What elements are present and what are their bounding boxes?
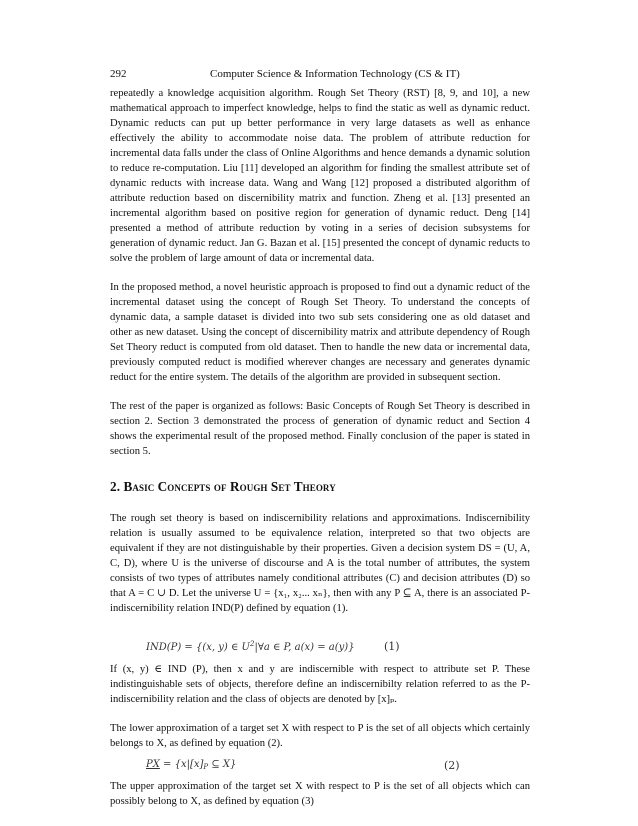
- equation-1-expression: IND(P) = {(x, y) ∈ $U^2|\forall a$ ∈ P, a(x) = a(y)}: [146, 640, 355, 653]
- paragraph-7: The upper approximation of the target set X with respect to P is the set of all objects which can possibly belong to X, as defined by equation (3): [110, 781, 530, 807]
- paragraph-5: If (x, y) ∈ IND (P), then x and y are indiscernible with respect to attribute set P. These indistinguishable sets of objects, therefore define an indiscernibilty relation referred to as the P-indiscernibility relation and the class of objects are denoted by [x]ₚ.: [110, 664, 530, 705]
- page-number: 292: [110, 68, 127, 80]
- equation-2-expression: PX = {$x|[x]_P$ ⊆ X}: [146, 759, 237, 771]
- journal-title: Computer Science & Information Technology (CS & IT): [210, 68, 460, 80]
- equation-2: [110, 753, 530, 775]
- equation-1: [110, 634, 530, 656]
- paragraph-6: The lower approximation of a target set X with respect to P is the set of all objects which certainly belongs to X, as defined by equation (2).: [110, 723, 530, 749]
- paragraph-2: In the proposed method, a novel heuristic approach is proposed to find out a dynamic reduct of the incremental dataset using the concept of Rough Set Theory. To understand the concepts of dynamic data, a sample dataset is divided into two sub sets considering one as old dataset and other as new dataset. Using the concept of discernibility matrix and attribute dependency of Rough Set Theory reduct is computed from old dataset. Then to handle the new data or incremental data, previously computed reduct is modified wherever changes are necessary and generates dynamic reduct for the entire system. The details of the algorithm are provided in subsequent section.: [110, 282, 530, 383]
- section-heading: 2. Basic Concepts of Rough Set Theory: [110, 479, 336, 494]
- paragraph-3: The rest of the paper is organized as follows: Basic Concepts of Rough Set Theory is described in section 2. Section 3 demonstrated the process of generation of dynamic reduct and Section 4 shows the experimental result of the proposed method. Finally conclusion of the paper is stated in section 5.: [110, 401, 530, 457]
- equation-2-number: (2): [444, 759, 460, 772]
- paragraph-1: repeatedly a knowledge acquisition algorithm. Rough Set Theory (RST) [8, 9, and 10], a new mathematical approach to imperfect knowledge, helps to find the static as well as dynamic reduct. Dynamic reducts can put up better performance in very large datasets as well as enhance effectively the ability to accommodate noise data. The problem of attribute reduction for incremental data falls under the class of Online Algorithms and hence demands a dynamic solution to reduce re-computation. Liu [11] developed an algorithm for finding the smallest attribute set of dynamic reducts with increase data. Wang and Wang [12] proposed a distributed algorithm of attribute reduction based on discernibility matrix and function. Zheng et al. [13] presented an incremental algorithm based on positive region for generation of dynamic reduct. Deng [14] presented a method of attribute reduction by voting in a series of decision subsystems for generation of dynamic reduct. Jan G. Bazan et al. [15] presented the concept of dynamic reducts to solve the problem of large amount of data or incremental data.: [110, 88, 530, 264]
- equation-1-number: (1): [384, 640, 400, 653]
- paragraph-4: The rough set theory is based on indiscernibility relations and approximations. Indiscernibility relation is usually assumed to be equivalence relation, interpreted so that two objects are equivalent if they are not distinguishable by their properties. Given a decision system DS = (U, A, C, D), where U is the universe of discourse and A is the total number of attributes, the system consists of two types of attributes namely conditional attributes (C) and decision attributes (D) so that A = C ∪ D. Let the universe U = {x₁, x₂... xₙ}, then with any P ⊆ A, there is an associated P-indiscernibility relation IND(P) defined by equation (1).: [110, 513, 530, 614]
- page-content: [110, 86, 530, 809]
